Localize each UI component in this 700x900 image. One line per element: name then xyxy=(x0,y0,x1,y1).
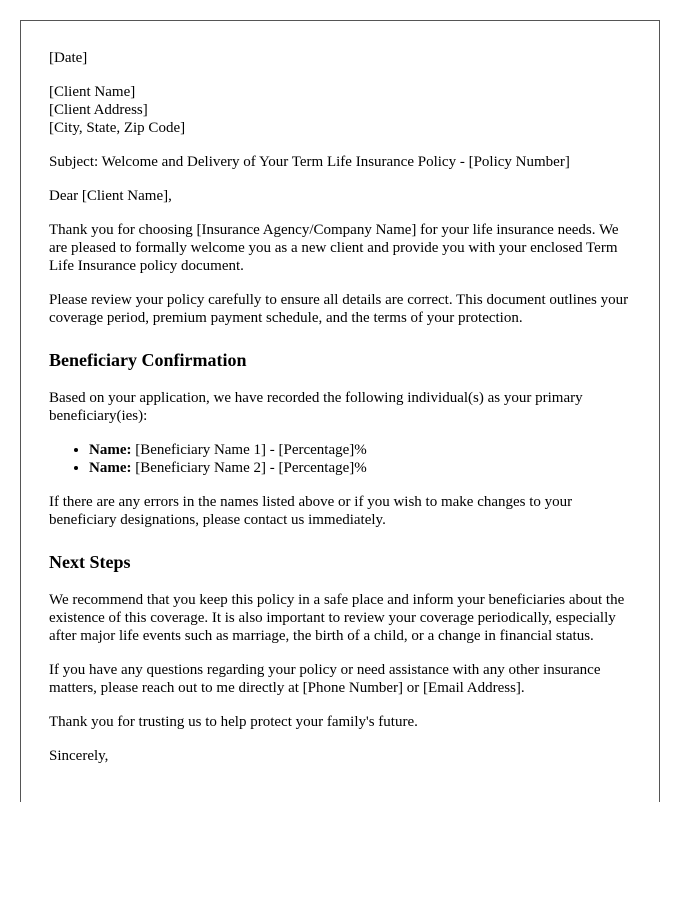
beneficiary-intro: Based on your application, we have recorded the following individual(s) as your primary beneficiary(ies): xyxy=(49,390,583,424)
review-paragraph: Please review your policy carefully to ensure all details are correct. This document outlines your coverage period, premium payment schedule, and the terms of your protection. xyxy=(49,292,629,326)
letter-content xyxy=(49,49,639,781)
beneficiary-value: [Beneficiary Name 1] - [Percentage]% xyxy=(135,442,367,458)
beneficiary-value: [Beneficiary Name 2] - [Percentage]% xyxy=(135,460,367,476)
next-steps-paragraph-1: We recommend that you keep this policy in a safe place and inform your beneficiaries about the existence of this coverage. It is also important to review your coverage periodically, especially after major life events such as marriage, the birth of a child, or a change in financial status. xyxy=(49,592,625,644)
beneficiary-heading: Beneficiary Confirmation xyxy=(49,350,247,370)
letter-page xyxy=(20,20,660,802)
client-city-state-zip: [City, State, Zip Code] xyxy=(49,120,186,136)
thanks-paragraph: Thank you for trusting us to help protect your family's future. xyxy=(49,714,418,730)
beneficiary-label: Name: xyxy=(89,460,132,476)
client-address-block xyxy=(49,83,639,137)
letter-subject: Subject: Welcome and Delivery of Your Term Life Insurance Policy - [Policy Number] xyxy=(49,154,570,170)
list-item xyxy=(89,441,639,459)
client-name: [Client Name] xyxy=(49,84,136,100)
next-steps-heading: Next Steps xyxy=(49,552,131,572)
beneficiary-note: If there are any errors in the names listed above or if you wish to make changes to your beneficiary designations, please contact us immediately. xyxy=(49,494,573,528)
letter-closing: Sincerely, xyxy=(49,748,109,764)
letter-salutation: Dear [Client Name], xyxy=(49,188,172,204)
client-address: [Client Address] xyxy=(49,102,148,118)
intro-paragraph: Thank you for choosing [Insurance Agency/Company Name] for your life insurance needs. We are pleased to formally welcome you as a new client and provide you with your enclosed Term Life Insurance policy document. xyxy=(49,222,619,274)
beneficiary-list xyxy=(49,441,639,477)
letter-date: [Date] xyxy=(49,50,88,66)
next-steps-paragraph-2: If you have any questions regarding your policy or need assistance with any other insurance matters, please reach out to me directly at [Phone Number] or [Email Address]. xyxy=(49,662,601,696)
beneficiary-label: Name: xyxy=(89,442,132,458)
list-item xyxy=(89,459,639,477)
